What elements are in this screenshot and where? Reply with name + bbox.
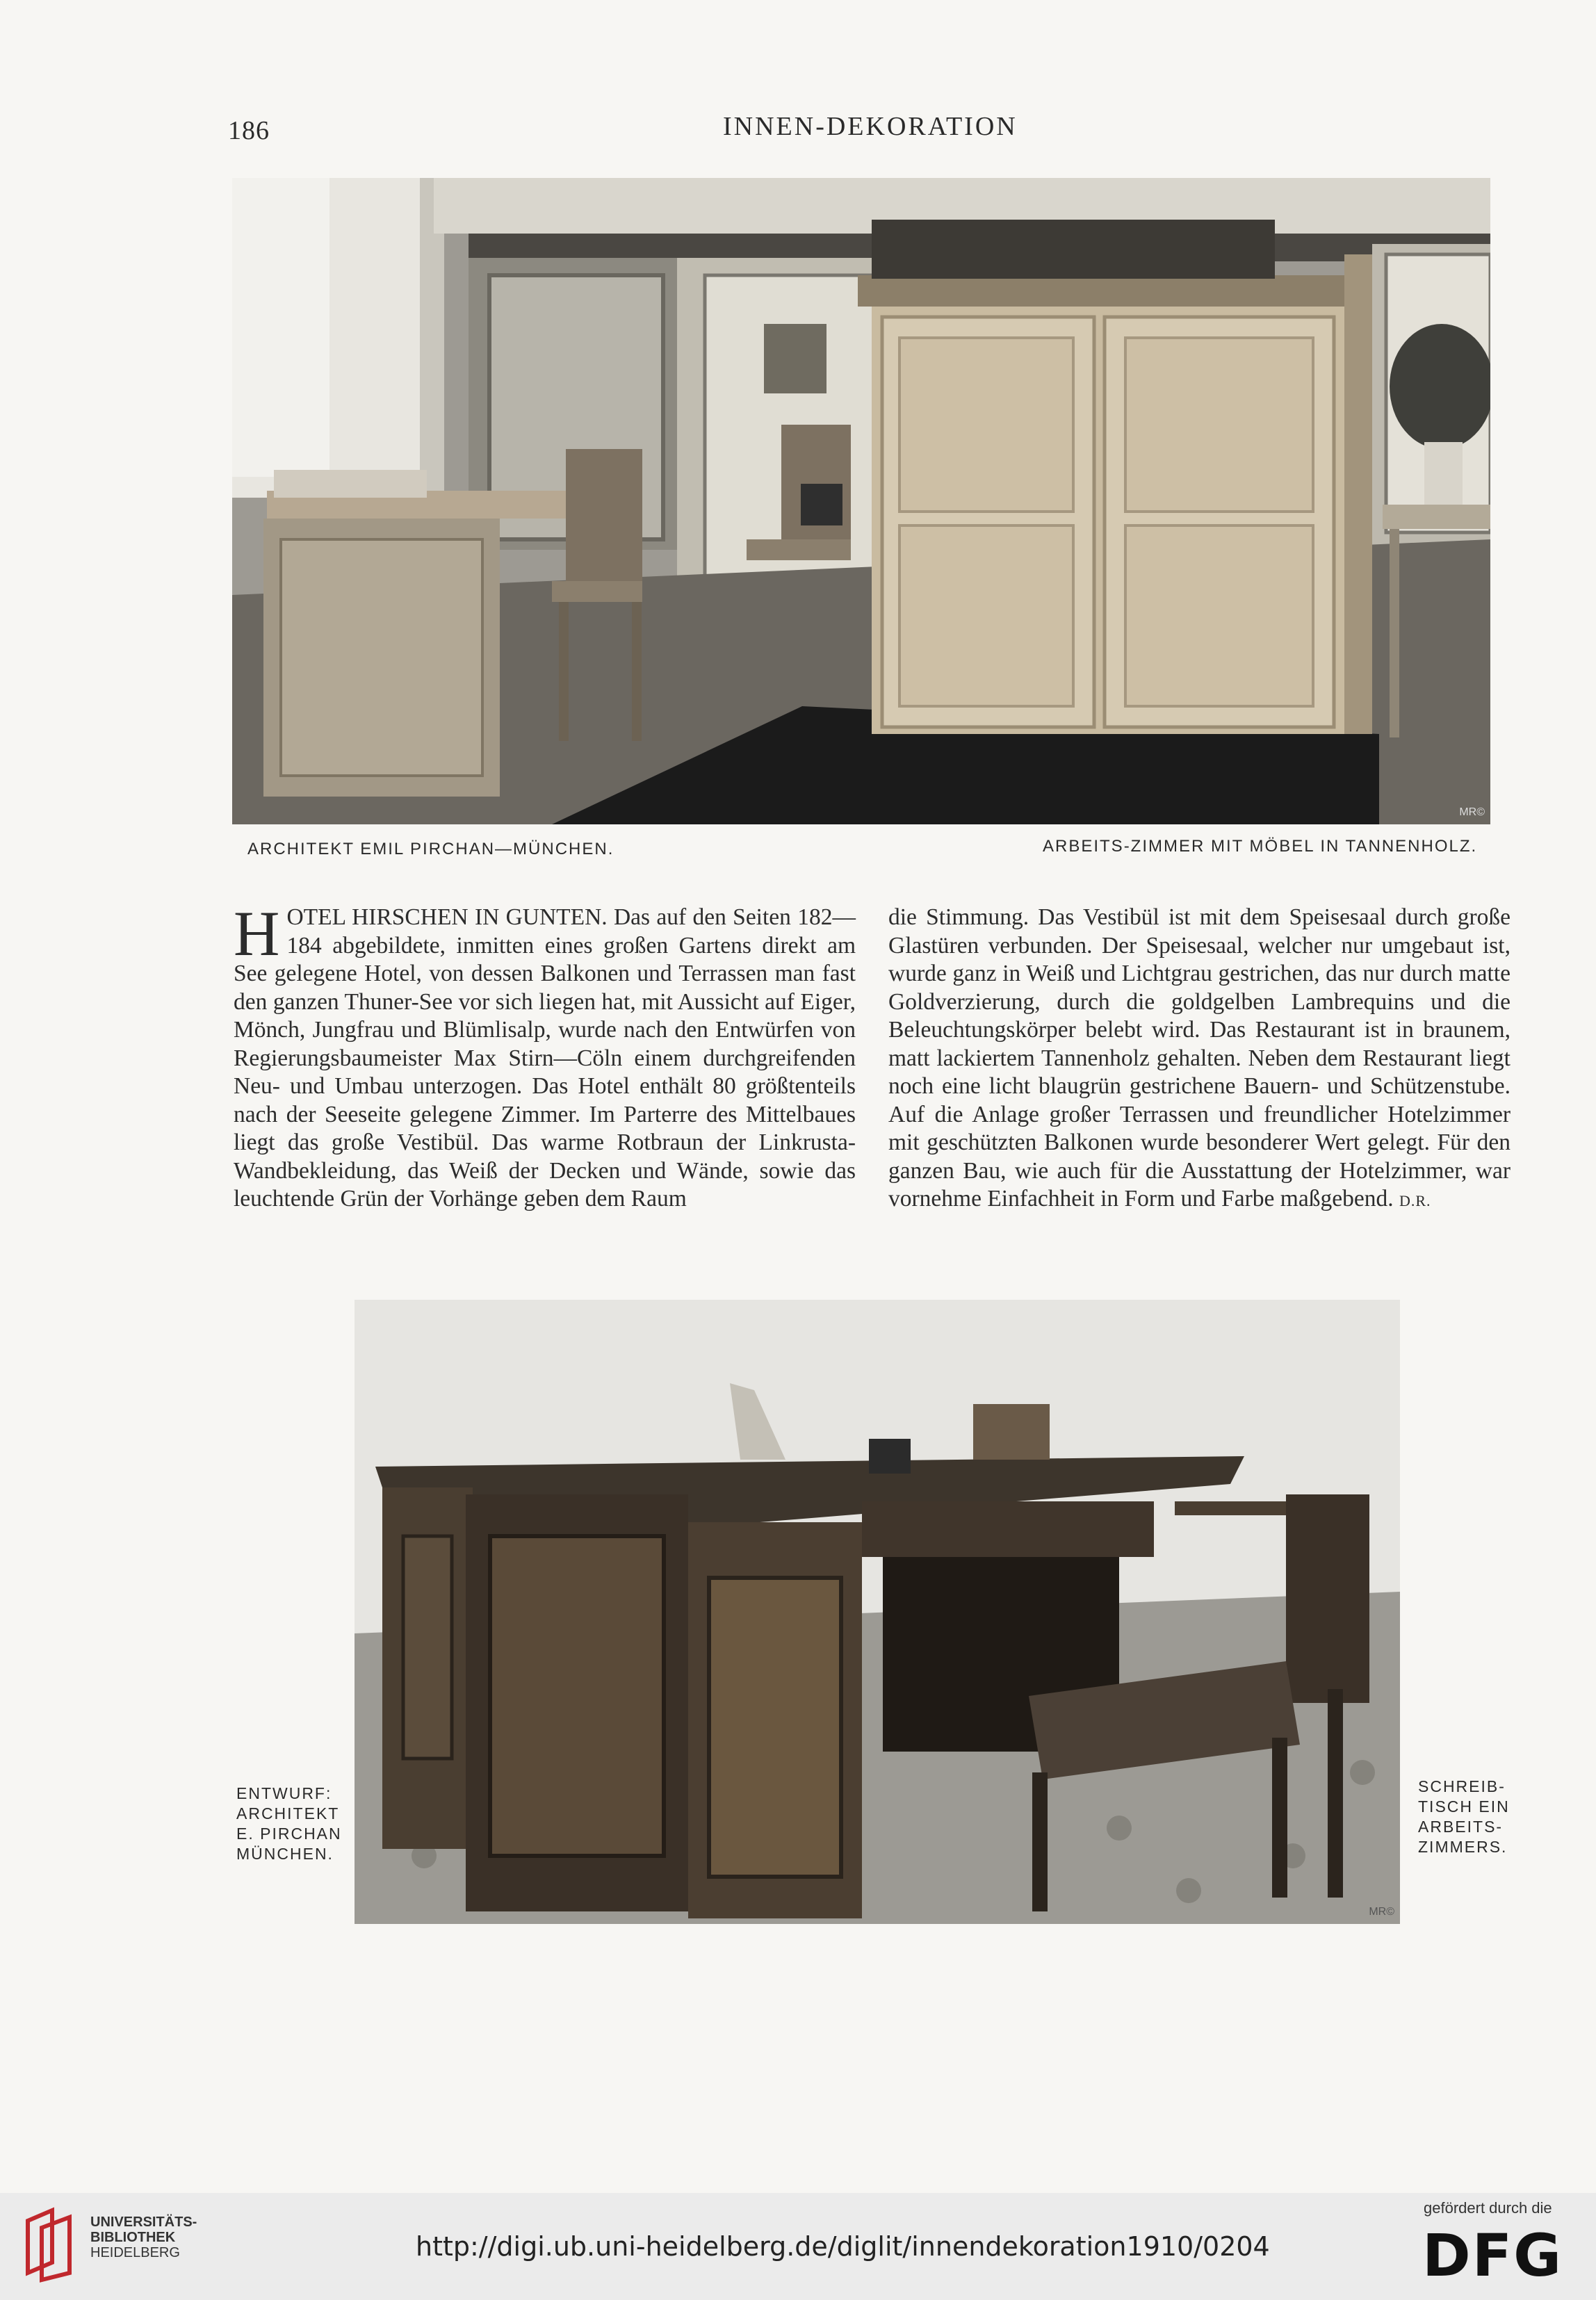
library-logo-icon <box>21 2207 76 2283</box>
caption-line: ZIMMERS. <box>1418 1838 1508 1856</box>
caption-line: MÜNCHEN. <box>236 1845 334 1863</box>
figure-bottom-caption-left <box>236 1784 342 1864</box>
article-column-1 <box>234 898 856 1214</box>
article-col1-text: OTEL HIRSCHEN IN GUNTEN. Das auf den Seiten 182—184 abgebildete, inmitten eines großen Gartens direkt am See gelegene Hotel, von dessen Balkonen und Terrassen man fast den ganzen Thuner-See vor sich liegen hat, mit Aussicht auf Eiger, Mönch, Jungfrau und Blümlisalp, wurde nach den Entwürfen von Regierungsbaumeister Max Stirn—Cöln einem durchgreifenden Neu- und Umbau unterzogen. Das Hotel enthält 80 größtenteils nach der Seeseite gelegene Zimmer. Im Parterre des Mittelbaues liegt das große Vestibül. Das warme Rotbraun der Linkrusta-Wandbekleidung, das Weiß der Decken und Wände, sowie das leuchtende Grün der Vorhänge geben dem Raum <box>234 904 856 1212</box>
caption-line: TISCH EIN <box>1418 1797 1510 1816</box>
library-line: BIBLIOTHEK <box>90 2230 176 2245</box>
article-col2-text: die Stimmung. Das Vestibül ist mit dem Speisesaal durch große Glastüren verbunden. Der Speisesaal, welcher nur umgebaut ist, wurde ganz in Weiß und Lichtgrau gestrichen, das nur durch matte Goldverzierung, durch die goldgelben Lambrequins und die Beleuchtungskörper belebt wird. Das Restaurant ist in braunem, matt lackiertem Tannenholz gehalten. Neben dem Restaurant liegt noch eine licht blaugrün gestrichene Bauern- und Schützenstube. Auf die Anlage großer Terrassen und freundlicher Hotelzimmer mit geschützten Balkonen wurde besonderer Wert gelegt. Für den ganzen Bau, wie auch für die Ausstattung der Hotelzimmer, war vornehme Einfachheit in Form und Farbe maßgebend. <box>888 904 1510 1212</box>
photo-study-room <box>232 178 1490 824</box>
caption-line: ENTWURF: <box>236 1784 332 1802</box>
caption-line: ARCHITEKT <box>236 1804 340 1822</box>
photo-watermark: MR© <box>1459 806 1485 818</box>
funding-text: gefördert durch die <box>1424 2199 1552 2217</box>
figure-top-caption-left: ARCHITEKT EMIL PIRCHAN—MÜNCHEN. <box>247 840 614 858</box>
dfg-logo: DFG <box>1422 2221 1563 2290</box>
photo-writing-desk <box>355 1300 1400 1924</box>
caption-line: SCHREIB- <box>1418 1777 1506 1795</box>
caption-line: ARBEITS- <box>1418 1818 1504 1836</box>
article-column-2 <box>888 904 1510 1216</box>
page-number: 186 <box>228 116 270 145</box>
library-line: HEIDELBERG <box>90 2245 180 2260</box>
figure-top-caption-right: ARBEITS-ZIMMER MIT MÖBEL IN TANNENHOLZ. <box>1043 837 1478 856</box>
library-name <box>90 2215 197 2260</box>
library-line: UNIVERSITÄTS- <box>90 2215 197 2230</box>
source-url-link[interactable]: http://digi.ub.uni-heidelberg.de/diglit/innendekoration1910/0204 <box>416 2231 1270 2262</box>
dropcap: H <box>234 898 280 969</box>
caption-line: E. PIRCHAN <box>236 1825 342 1843</box>
article-signature: D.R. <box>1399 1192 1431 1209</box>
running-title: INNEN-DEKORATION <box>723 112 1018 141</box>
figure-bottom-caption-right <box>1418 1777 1510 1857</box>
photo-watermark: MR© <box>1369 1906 1394 1918</box>
